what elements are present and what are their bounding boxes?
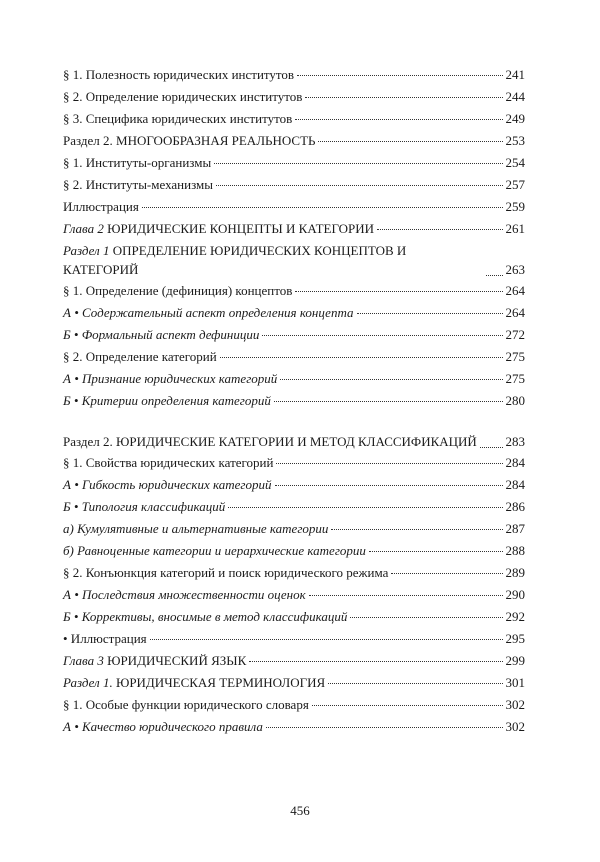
toc-entry-page: 249 bbox=[505, 111, 525, 126]
dot-leader bbox=[142, 207, 503, 208]
toc-entry-page: 289 bbox=[505, 565, 525, 580]
toc-entry bbox=[63, 608, 525, 630]
dot-leader bbox=[262, 335, 502, 336]
toc-entry bbox=[63, 718, 525, 740]
dot-leader bbox=[331, 529, 502, 530]
toc-entry-page: 288 bbox=[505, 543, 525, 558]
table-of-contents bbox=[63, 66, 525, 740]
toc-entry-title bbox=[63, 220, 374, 238]
toc-entry-title: Раздел 2. ЮРИДИЧЕСКИЕ КАТЕГОРИИ И МЕТОД КЛАССИФИКАЦИЙ bbox=[63, 434, 477, 449]
toc-entry-title bbox=[63, 241, 483, 279]
toc-entry-title: § 1. Определение (дефиниция) концептов bbox=[63, 283, 293, 298]
toc-entry-page: 283 bbox=[505, 434, 525, 449]
toc-entry bbox=[63, 154, 525, 176]
toc-entry-heading: ЮРИДИЧЕСКИЕ КОНЦЕПТЫ И КАТЕГОРИИ bbox=[107, 221, 375, 236]
dot-leader bbox=[228, 507, 502, 508]
toc-entry bbox=[63, 66, 525, 88]
toc-entry-prefix: Глава 2 bbox=[63, 221, 104, 236]
toc-entry-title: § 2. Определение юридических институтов bbox=[63, 89, 303, 104]
dot-leader bbox=[297, 75, 502, 76]
toc-entry-page: 301 bbox=[505, 675, 525, 690]
toc-entry-page: 299 bbox=[505, 653, 525, 668]
toc-entry-page: 254 bbox=[505, 155, 525, 170]
toc-entry-section bbox=[63, 414, 525, 454]
toc-entry-prefix: Раздел 1. bbox=[63, 675, 113, 690]
dot-leader bbox=[276, 463, 502, 464]
dot-leader bbox=[249, 661, 502, 662]
toc-entry-title: б) Равноценные категории и иерархические категории bbox=[63, 543, 366, 558]
toc-entry-page: 272 bbox=[505, 327, 525, 342]
toc-entry-prefix: Глава 3 bbox=[63, 653, 104, 668]
toc-entry bbox=[63, 198, 525, 220]
toc-entry-title: Иллюстрация bbox=[63, 199, 139, 214]
toc-entry bbox=[63, 392, 525, 414]
toc-entry-title: Раздел 2. МНОГООБРАЗНАЯ РЕАЛЬНОСТЬ bbox=[63, 133, 316, 148]
toc-entry bbox=[63, 476, 525, 498]
toc-entry-section bbox=[63, 674, 525, 696]
toc-entry-title: Б • Коррективы, вносимые в метод классификаций bbox=[63, 609, 348, 624]
dot-leader bbox=[357, 313, 503, 314]
toc-entry-page: 292 bbox=[505, 609, 525, 624]
toc-entry-title: А • Содержательный аспект определения концепта bbox=[63, 305, 354, 320]
toc-entry-page: 244 bbox=[505, 89, 525, 104]
toc-entry-page: 275 bbox=[505, 371, 525, 386]
toc-entry-title: • Иллюстрация bbox=[63, 631, 147, 646]
toc-entry-title bbox=[63, 674, 325, 692]
toc-entry-title: § 2. Конъюнкция категорий и поиск юридического режима bbox=[63, 565, 389, 580]
dot-leader bbox=[377, 229, 502, 230]
toc-entry bbox=[63, 696, 525, 718]
dot-leader bbox=[391, 573, 502, 574]
toc-entry-chapter bbox=[63, 220, 525, 242]
toc-entry bbox=[63, 370, 525, 392]
toc-entry-title: А • Качество юридического правила bbox=[63, 719, 263, 734]
dot-leader bbox=[350, 617, 502, 618]
toc-entry-page: 284 bbox=[505, 477, 525, 492]
dot-leader bbox=[295, 291, 502, 292]
toc-entry-page: 295 bbox=[505, 631, 525, 646]
dot-leader bbox=[295, 119, 502, 120]
dot-leader bbox=[328, 683, 502, 684]
toc-entry-page: 264 bbox=[505, 283, 525, 298]
toc-entry-title: А • Признание юридических категорий bbox=[63, 371, 278, 386]
toc-entry-heading: ОПРЕДЕЛЕНИЕ ЮРИДИЧЕСКИХ КОНЦЕПТОВ И КАТЕГОРИЙ bbox=[63, 243, 407, 277]
dot-leader bbox=[214, 163, 502, 164]
toc-entry-prefix: Раздел 1 bbox=[63, 243, 110, 258]
toc-entry-title: § 3. Специфика юридических институтов bbox=[63, 111, 293, 126]
dot-leader bbox=[280, 379, 502, 380]
toc-entry bbox=[63, 630, 525, 652]
toc-entry-page: 263 bbox=[505, 262, 525, 277]
toc-entry-page: 261 bbox=[505, 221, 525, 236]
toc-entry-page: 259 bbox=[505, 199, 525, 214]
dot-leader bbox=[266, 727, 503, 728]
toc-entry bbox=[63, 454, 525, 476]
toc-entry bbox=[63, 176, 525, 198]
toc-entry-page: 275 bbox=[505, 349, 525, 364]
toc-entry-title: § 2. Институты-механизмы bbox=[63, 177, 214, 192]
toc-entry-heading: ЮРИДИЧЕСКИЙ ЯЗЫК bbox=[107, 653, 247, 668]
toc-entry bbox=[63, 520, 525, 542]
toc-entry-title: а) Кумулятивные и альтернативные категории bbox=[63, 521, 329, 536]
toc-entry-title: § 1. Полезность юридических институтов bbox=[63, 67, 295, 82]
dot-leader bbox=[486, 275, 503, 276]
toc-entry bbox=[63, 282, 525, 304]
dot-leader bbox=[305, 97, 502, 98]
dot-leader bbox=[312, 705, 503, 706]
toc-entry-page: 286 bbox=[505, 499, 525, 514]
toc-entry-page: 284 bbox=[505, 455, 525, 470]
toc-entry-chapter bbox=[63, 652, 525, 674]
toc-entry bbox=[63, 88, 525, 110]
dot-leader bbox=[318, 141, 502, 142]
toc-entry-page: 241 bbox=[505, 67, 525, 82]
toc-entry bbox=[63, 304, 525, 326]
toc-entry-page: 253 bbox=[505, 133, 525, 148]
toc-entry-title: § 1. Особые функции юридического словаря bbox=[63, 697, 309, 712]
toc-entry bbox=[63, 110, 525, 132]
toc-entry-title: Б • Типология классификаций bbox=[63, 499, 226, 514]
toc-entry-title: А • Гибкость юридических категорий bbox=[63, 477, 272, 492]
toc-entry-title: Б • Критерии определения категорий bbox=[63, 393, 271, 408]
dot-leader bbox=[150, 639, 503, 640]
dot-leader bbox=[480, 447, 503, 448]
dot-leader bbox=[216, 185, 502, 186]
toc-entry bbox=[63, 348, 525, 370]
toc-entry bbox=[63, 326, 525, 348]
dot-leader bbox=[369, 551, 503, 552]
dot-leader bbox=[220, 357, 503, 358]
dot-leader bbox=[275, 485, 503, 486]
toc-entry-page: 280 bbox=[505, 393, 525, 408]
toc-entry bbox=[63, 586, 525, 608]
toc-entry bbox=[63, 498, 525, 520]
toc-entry-title: § 1. Институты-организмы bbox=[63, 155, 212, 170]
toc-entry-title: § 1. Свойства юридических категорий bbox=[63, 455, 274, 470]
toc-entry-page: 264 bbox=[505, 305, 525, 320]
dot-leader bbox=[274, 401, 503, 402]
toc-entry-title: Б • Формальный аспект дефиниции bbox=[63, 327, 260, 342]
toc-entry bbox=[63, 542, 525, 564]
toc-entry-page: 257 bbox=[505, 177, 525, 192]
toc-entry-page: 302 bbox=[505, 719, 525, 734]
toc-entry-page: 287 bbox=[505, 521, 525, 536]
toc-entry-section bbox=[63, 242, 525, 282]
toc-entry-page: 302 bbox=[505, 697, 525, 712]
toc-entry-title: А • Последствия множественности оценок bbox=[63, 587, 306, 602]
toc-entry-heading: ЮРИДИЧЕСКАЯ ТЕРМИНОЛОГИЯ bbox=[115, 675, 326, 690]
toc-entry bbox=[63, 564, 525, 586]
toc-entry-page: 290 bbox=[505, 587, 525, 602]
toc-entry-title: § 2. Определение категорий bbox=[63, 349, 217, 364]
dot-leader bbox=[309, 595, 503, 596]
toc-entry bbox=[63, 132, 525, 154]
page-number: 456 bbox=[290, 803, 310, 818]
toc-entry-title bbox=[63, 652, 246, 670]
